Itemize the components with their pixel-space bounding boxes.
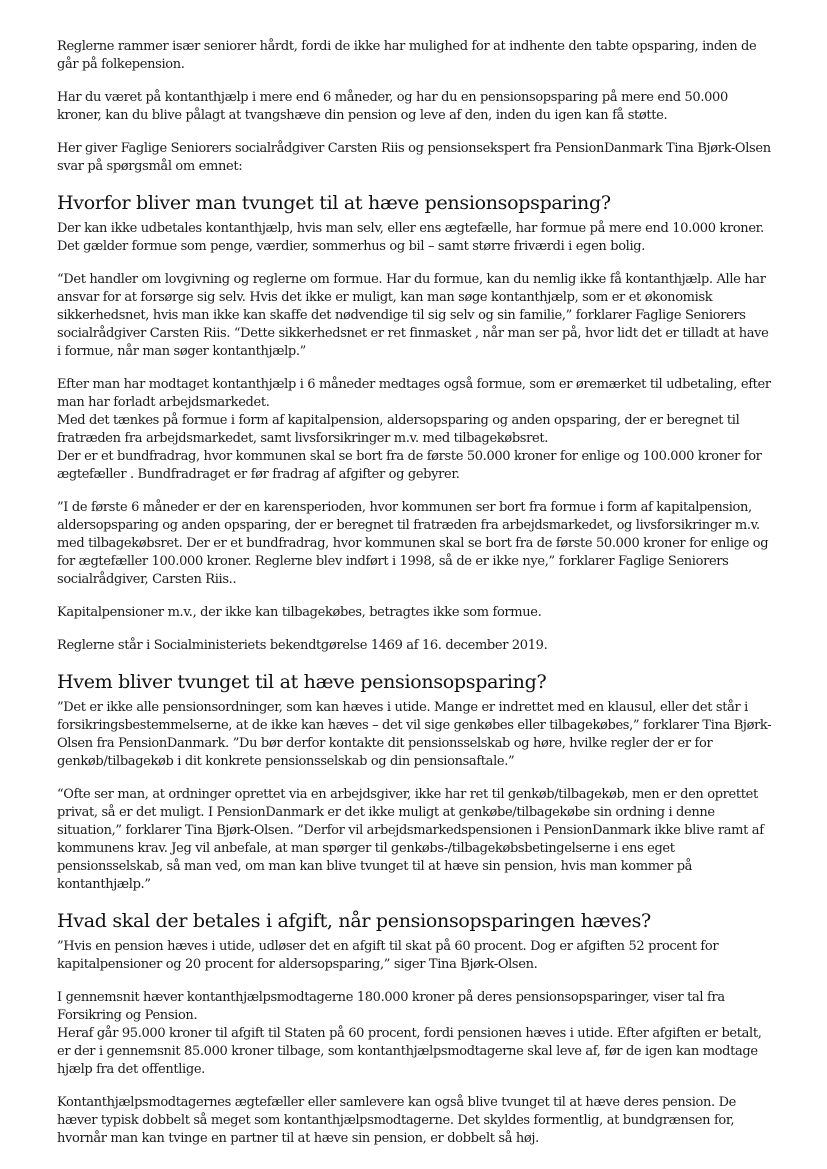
body-paragraph: [57, 376, 773, 484]
paragraph-line: I gennemsnit hæver kontanthjælpsmodtagerne 180.000 kroner på deres pensionsopsparinger, viser tal fra Forsikring og Pension.: [57, 990, 725, 1023]
body-paragraph: ”Det er ikke alle pensionsordninger, som kan hæves i utide. Mange er indrettet med en klausul, eller det står i forsikringsbestemmelserne, at de ikke kan hæves – det vil sige genkøbes eller tilbagekøbes,” forklarer Tina Bjørk-Olsen fra PensionDanmark. ”Du bør derfor kontakte dit pensionsselskab og høre, hvilke regler der er for genkøb/tilbagekøb i dit konkrete pensionsselskab og din pensionsaftale.”: [57, 700, 772, 769]
intro-paragraph-1: Reglerne rammer især seniorer hårdt, fordi de ikke har mulighed for at indhente den tabte opsparing, inden de går på folkepension.: [57, 39, 757, 72]
body-paragraph: ”Hvis en pension hæves i utide, udløser det en afgift til skat på 60 procent. Dog er afgiften 52 procent for kapitalpensioner og 20 procent for aldersopsparing,” siger Tina Bjørk-Olsen.: [57, 939, 719, 972]
section-tax: [57, 909, 773, 1148]
section-why: [57, 191, 773, 655]
section-heading: Hvem bliver tvunget til at hæve pensionsopsparing?: [57, 671, 547, 693]
paragraph-line: Efter man har modtaget kontanthjælp i 6 måneder medtages også formue, som er øremærket til udbetaling, efter man har forladt arbejdsmarkedet.: [57, 377, 771, 410]
body-paragraph: [57, 989, 773, 1079]
body-paragraph: Der kan ikke udbetales kontanthjælp, hvis man selv, eller ens ægtefælle, har formue på mere end 10.000 kroner. Det gælder formue som penge, værdier, sommerhus og bil – samt større friværdi i egen bolig.: [57, 221, 764, 254]
body-paragraph: “Ofte ser man, at ordninger oprettet via en arbejdsgiver, ikke har ret til genkøb/tilbagekøb, men er den oprettet privat, så er det muligt. I PensionDanmark er det ikke muligt at genkøbe/tilbagekøbe sin ordning i denne situation,” forklarer Tina Bjørk-Olsen. ”Derfor vil arbejdsmarkedspensionen i PensionDanmark ikke blive ramt af kommunens krav. Jeg vil anbefale, at man spørger til genkøbs-/tilbagekøbsbetingelserne i ens eget pensionsselskab, så man ved, om man kan blive tvunget til at hæve sin pension, hvis man kommer på kontanthjælp.”: [57, 787, 764, 892]
body-paragraph: ”I de første 6 måneder er der en karensperioden, hvor kommunen ser bort fra formue i form af kapitalpension, aldersopsparing og anden opsparing, der er beregnet til fratræden fra arbejdsmarkedet, og livsforsikringer m.v. med tilbagekøbsret. Der er et bundfradrag, hvor kommunen skal se bort fra de første 50.000 kroner for enlige og for ægtefæller 100.000 kroner. Reglerne blev indført i 1998, så de er ikke nye,” forklarer Faglige Seniorers socialrådgiver, Carsten Riis..: [57, 500, 769, 587]
section-heading: Hvad skal der betales i afgift, når pensionsopsparingen hæves?: [57, 910, 651, 932]
document-page: [57, 38, 773, 1163]
intro: [57, 38, 773, 176]
section-heading: Hvorfor bliver man tvunget til at hæve pensionsopsparing?: [57, 192, 611, 214]
body-paragraph: Reglerne står i Socialministeriets bekendtgørelse 1469 af 16. december 2019.: [57, 638, 548, 653]
body-paragraph: Kapitalpensioner m.v., der ikke kan tilbagekøbes, betragtes ikke som formue.: [57, 605, 542, 620]
intro-paragraph-3: Her giver Faglige Seniorers socialrådgiver Carsten Riis og pensionsekspert fra PensionDanmark Tina Bjørk-Olsen svar på spørgsmål om emnet:: [57, 141, 771, 174]
body-paragraph: Kontanthjælpsmodtagernes ægtefæller eller samlevere kan også blive tvunget til at hæve deres pension. De hæver typisk dobbelt så meget som kontanthjælpsmodtagerne. Det skyldes formentlig, at bundgrænsen for, hvornår man kan tvinge en partner til at hæve sin pension, er dobbelt så høj.: [57, 1095, 737, 1146]
body-paragraph: “Det handler om lovgivning og reglerne om formue. Har du formue, kan du nemlig ikke få kontanthjælp. Alle har ansvar for at forsørge sig selv. Hvis det ikke er muligt, kan man søge kontanthjælp, som er et økonomisk sikkerhedsnet, hvis man ikke kan skaffe det nødvendige til sig selv og sin familie,” forklarer Faglige Seniorers socialrådgiver Carsten Riis. “Dette sikkerhedsnet er ret finmasket , når man ser på, hvor lidt det er tilladt at have i formue, når man søger kontanthjælp.”: [57, 272, 769, 359]
paragraph-line: Heraf går 95.000 kroner til afgift til Staten på 60 procent, fordi pensionen hæves i utide. Efter afgiften er betalt, er der i gennemsnit 85.000 kroner tilbage, som kontanthjælpsmodtagerne skal leve af, før de igen kan modtage hjælp fra det offentlige.: [57, 1026, 762, 1077]
paragraph-line: Der er et bundfradrag, hvor kommunen skal se bort fra de første 50.000 kroner for enlige og 100.000 kroner for ægtefæller . Bundfradraget er før fradrag af afgifter og gebyrer.: [57, 449, 762, 482]
section-who: [57, 670, 773, 894]
intro-paragraph-2: Har du været på kontanthjælp i mere end 6 måneder, og har du en pensionsopsparing på mere end 50.000 kroner, kan du blive pålagt at tvangshæve din pension og leve af den, inden du igen kan få støtte.: [57, 90, 728, 123]
paragraph-line: Med det tænkes på formue i form af kapitalpension, aldersopsparing og anden opsparing, der er beregnet til fratræden fra arbejdsmarkedet, samt livsforsikringer m.v. med tilbagekøbsret.: [57, 413, 740, 446]
